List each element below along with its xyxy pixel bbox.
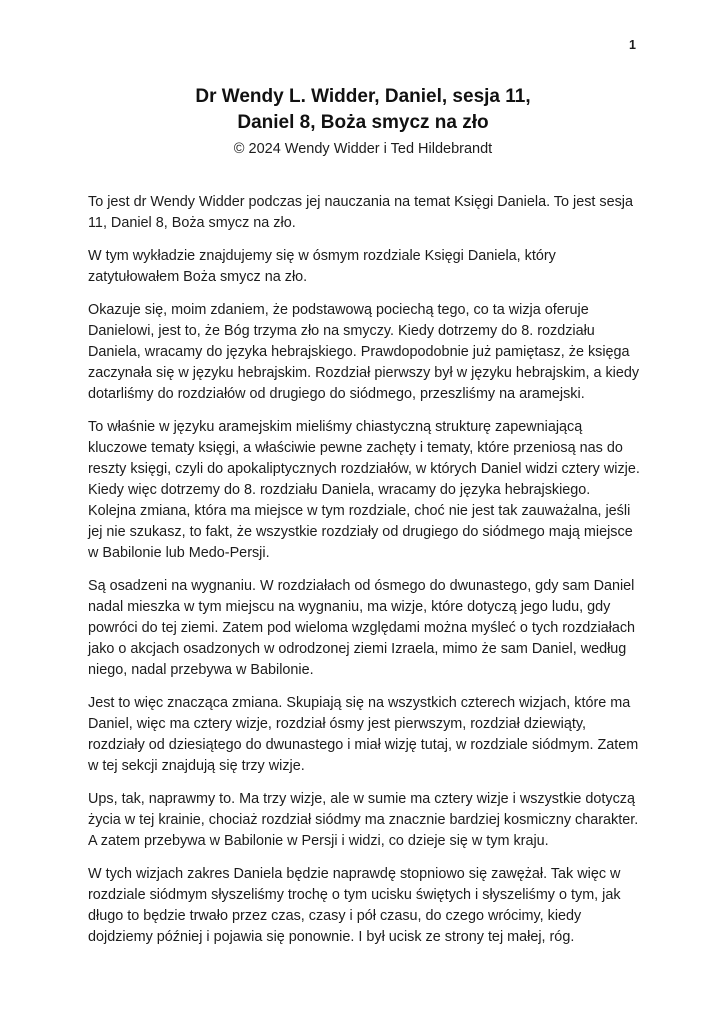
paragraph-5: Są osadzeni na wygnaniu. W rozdziałach od ósmego do dwunastego, gdy sam Daniel nadal mieszka w tym miejscu na wygnaniu, ma wizje, które dotyczą jego ludu, gdy powróci do tej ziemi. Zatem pod wieloma względami można myśleć o tych rozdziałach jako o akcjach osadzonych w odrodzonej ziemi Izraela, mimo że sam Daniel, według niego, nadal przebywa w Babilonie. <box>88 578 636 678</box>
title-line-2: Daniel 8, Boża smycz na zło <box>237 112 489 133</box>
paragraph-7: Ups, tak, naprawmy to. Ma trzy wizje, ale w sumie ma cztery wizje i wszystkie dotyczą życia w tej krainie, chociaż rozdział siódmy ma znacznie bardziej kosmiczny charakter. A zatem przebywa w Babilonie w Persji i widzi, co dzieje się w tym kraju. <box>88 791 639 849</box>
paragraph-2: W tym wykładzie znajdujemy się w ósmym rozdziale Księgi Daniela, który zatytułowałem Boża smycz na zło. <box>88 248 556 285</box>
document-body <box>88 192 640 948</box>
title-line-1: Dr Wendy L. Widder, Daniel, sesja 11, <box>195 86 531 107</box>
document-title <box>88 84 638 136</box>
page-number: 1 <box>629 38 636 52</box>
paragraph-8: W tych wizjach zakres Daniela będzie naprawdę stopniowo się zawężał. Tak więc w rozdziale siódmym słyszeliśmy trochę o tym ucisku świętych i słyszeliśmy o tym, jak długo to będzie trwało przez czas, czasy i pół czasu, do czego wrócimy, kiedy dojdziemy później i pojawia się ponownie. I był ucisk ze strony tej małej, róg. <box>88 866 621 945</box>
paragraph-6: Jest to więc znacząca zmiana. Skupiają się na wszystkich czterech wizjach, które ma Daniel, więc ma cztery wizje, rozdział ósmy jest pierwszym, rozdział dziewiąty, rozdziały od dziesiątego do dwunastego i miał wizję tutaj, w rozdziale siódmym. Zatem w tej sekcji znajdują się trzy wizje. <box>88 695 639 774</box>
paragraph-4: To właśnie w języku aramejskim mieliśmy chiastyczną strukturę zapewniającą kluczowe tematy księgi, a właściwie pewne zachęty i tematy, które przeniosą nas do reszty księgi, czyli do apokaliptycznych rozdziałów, w których Daniel widzi cztery wizje. Kiedy więc dotrzemy do 8. rozdziału Daniela, wracamy do języka hebrajskiego. Kolejna zmiana, która ma miejsce w tym rozdziale, choć nie jest tak zauważalna, jeśli jej nie szukasz, to fakt, że wszystkie rozdziały od drugiego do siódmego mają miejsce w Babilonie lub Medo-Persji. <box>88 419 640 561</box>
copyright-line: © 2024 Wendy Widder i Ted Hildebrandt <box>233 141 493 157</box>
paragraph-1: To jest dr Wendy Widder podczas jej nauczania na temat Księgi Daniela. To jest sesja 11, Daniel 8, Boża smycz na zło. <box>88 194 633 231</box>
paragraph-3: Okazuje się, moim zdaniem, że podstawową pociechą tego, co ta wizja oferuje Danielowi, jest to, że Bóg trzyma zło na smyczy. Kiedy dotrzemy do 8. rozdziału Daniela, wracamy do języka hebrajskiego. Prawdopodobnie już pamiętasz, że księga zaczynała się w języku hebrajskim. Rozdział pierwszy był w języku hebrajskim, a kiedy dotarliśmy do rozdziałów od drugiego do siódmego, przeszliśmy na aramejski. <box>88 302 640 402</box>
